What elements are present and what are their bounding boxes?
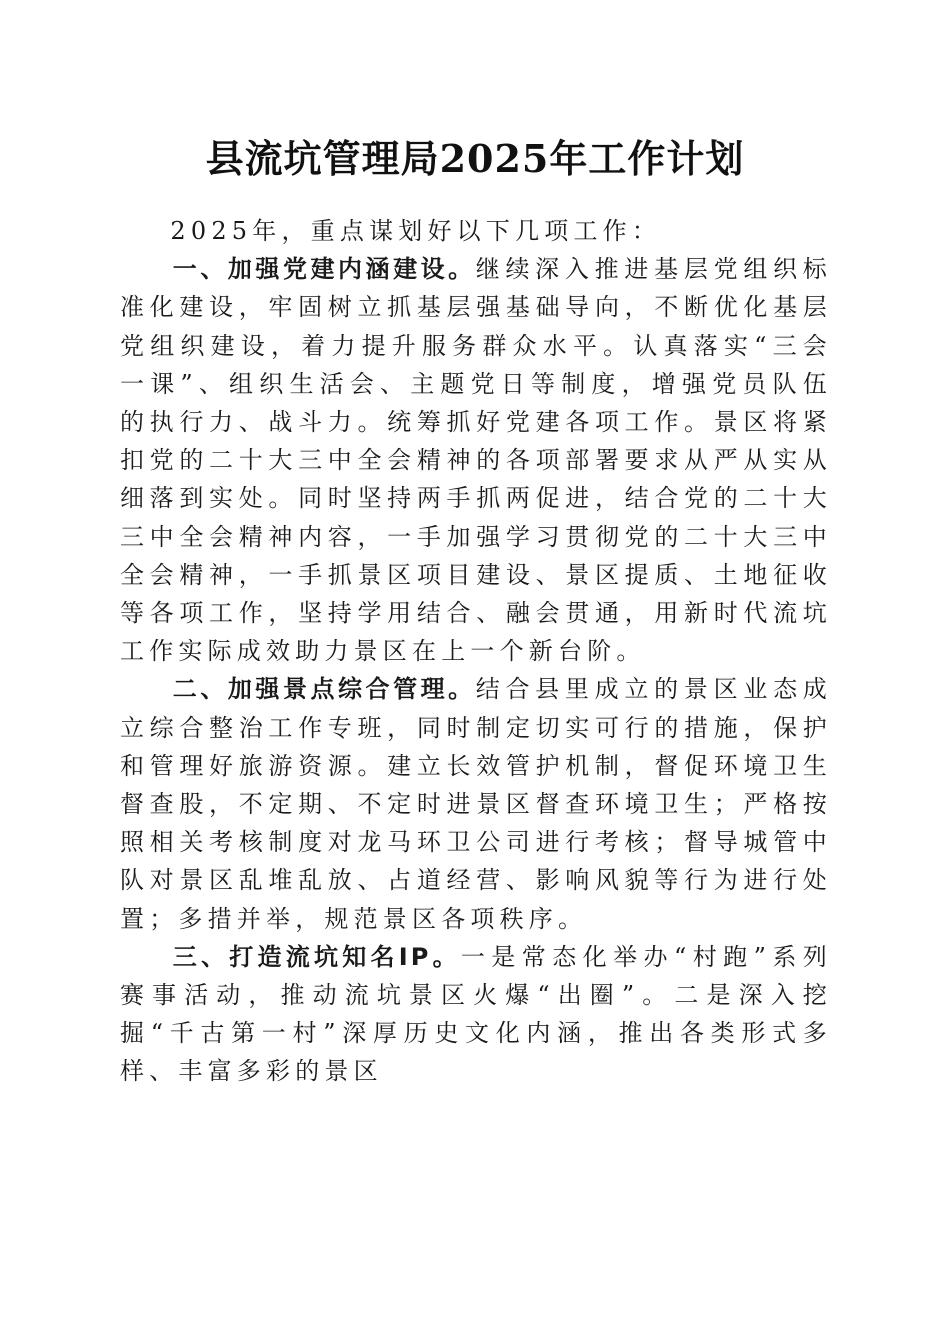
section-heading: 三、打造流坑知名IP。 xyxy=(172,942,461,971)
section-paragraph-scenic-management xyxy=(120,670,832,937)
document-body xyxy=(120,212,832,1091)
section-heading: 一、加强党建内涵建设。 xyxy=(172,255,476,284)
intro-paragraph: 2025年，重点谋划好以下几项工作： xyxy=(170,217,662,245)
section-paragraph-ip-branding xyxy=(120,938,832,1091)
section-text: 一是常态化举办“村跑”系列赛事活动，推动流坑景区火爆“出圈”。二是深入挖掘“千古第一村”深厚历史文化内涵，推出各类形式多样、丰富多彩的景区 xyxy=(120,942,832,1086)
section-text: 结合县里成立的景区业态成立综合整治工作专班，同时制定切实可行的措施，保护和管理好旅游资源。建立长效管护机制，督促环境卫生督查股，不定期、不定时进景区督查环境卫生；严格按照相关考核制度对龙马环卫公司进行考核；督导城管中队对景区乱堆乱放、占道经营、影响风貌等行为进行处置；多措并举，规范景区各项秩序。 xyxy=(120,675,833,933)
section-heading: 二、加强景点综合管理。 xyxy=(172,675,476,704)
section-text: 继续深入推进基层党组织标准化建设，牢固树立抓基层强基础导向，不断优化基层党组织建设，着力提升服务群众水平。认真落实“三会一课”、组织生活会、主题党日等制度，增强党员队伍的执行力、战斗力。统筹抓好党建各项工作。景区将紧扣党的二十大三中全会精神的各项部署要求从严从实从细落到实处。同时坚持两手抓两促进，结合党的二十大三中全会精神内容，一手加强学习贯彻党的二十大三中全会精神，一手抓景区项目建设、景区提质、土地征收等各项工作，坚持学用结合、融会贯通，用新时代流坑工作实际成效助力景区在上一个新台阶。 xyxy=(120,255,833,666)
document-title: 县流坑管理局2025年工作计划 xyxy=(205,136,745,181)
section-paragraph-party-building xyxy=(120,250,832,670)
